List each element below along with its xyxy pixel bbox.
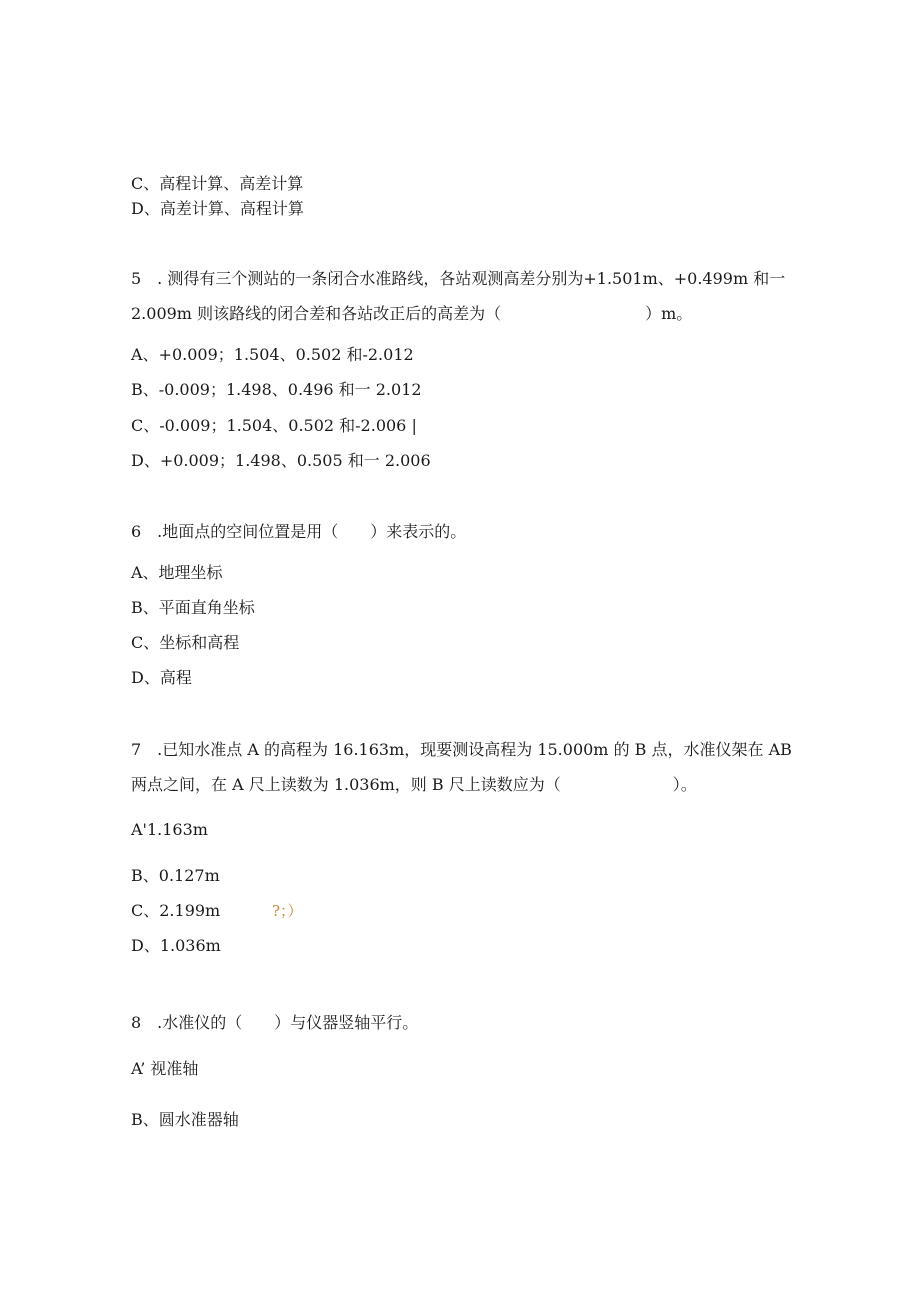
q6-option-d: D、高程 [131, 668, 192, 687]
q7-stem-line1: 7 .已知水准点 A 的高程为 16.163m，现要测设高程为 15.000m 的 B 点，水准仪架在 AB [131, 740, 792, 759]
q5-option-d: D、+0.009；1.498、0.505 和一 2.006 [131, 451, 431, 470]
q7-option-c: C、2.199m [131, 901, 221, 920]
q5-option-a: A、+0.009；1.504、0.502 和-2.012 [131, 345, 414, 364]
q6-stem: 6 .地面点的空间位置是用（ ）来表示的。 [131, 522, 467, 541]
q6-option-a: A、地理坐标 [131, 563, 223, 582]
q4-option-d: D、高差计算、高程计算 [131, 199, 304, 218]
q6-option-b: B、平面直角坐标 [131, 598, 255, 617]
q7-option-b: B、0.127m [131, 866, 220, 885]
q4-option-c: C、高程计算、高差计算 [131, 174, 304, 193]
q7-option-a: A'1.163m [131, 820, 208, 839]
q5-option-c: C、-0.009；1.504、0.502 和-2.006 | [131, 416, 417, 435]
q8-option-b: B、圆水准器轴 [131, 1110, 239, 1129]
q7-option-c-mark: ?；） [272, 902, 303, 920]
q7-option-d: D、1.036m [131, 936, 221, 955]
q5-option-b: B、-0.009；1.498、0.496 和一 2.012 [131, 380, 422, 399]
q5-stem-line1: 5 . 测得有三个测站的一条闭合水准路线，各站观测高差分别为+1.501m、+0.499m 和一 [131, 269, 786, 288]
q8-stem: 8 .水准仪的（ ）与仪器竖轴平行。 [131, 1013, 419, 1032]
q8-option-a: A’ 视准轴 [131, 1059, 199, 1078]
q7-stem-line2: 两点之间，在 A 尺上读数为 1.036m，则 B 尺上读数应为（ ）。 [131, 775, 697, 794]
q5-stem-line2: 2.009m 则该路线的闭合差和各站改正后的高差为（ ）m。 [131, 304, 693, 323]
q6-option-c: C、坐标和高程 [131, 633, 240, 652]
